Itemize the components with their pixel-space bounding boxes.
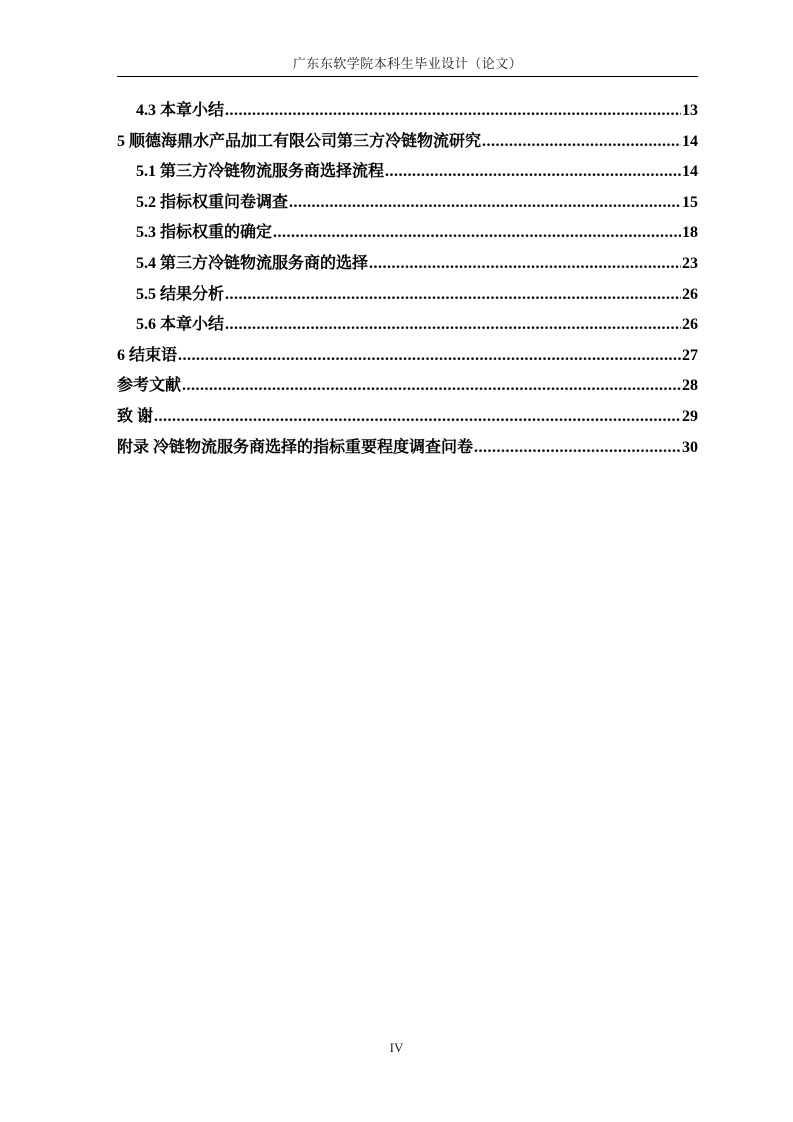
toc-dot-leader	[474, 433, 681, 464]
toc-entry-title: 4.3 本章小结	[136, 102, 225, 119]
toc-entry-page: 18	[682, 224, 698, 242]
toc-entry-title: 5.4 第三方冷链物流服务商的选择	[136, 254, 369, 272]
toc-entry[interactable]	[117, 127, 698, 158]
toc-entry-page: 28	[682, 377, 698, 395]
toc-entry[interactable]	[117, 433, 698, 464]
page-number: IV	[389, 1040, 404, 1055]
toc-dot-leader	[225, 280, 681, 311]
toc-entry-page: 27	[682, 346, 698, 364]
toc-entry-title: 6 结束语	[117, 346, 178, 364]
toc-dot-leader	[178, 341, 681, 372]
toc-entry-title: 5.6 本章小结	[136, 316, 225, 334]
running-header: 广东东软学院本科生毕业设计（论文）	[292, 56, 523, 71]
toc-entry-page: 14	[682, 132, 698, 150]
toc-dot-leader	[482, 127, 681, 158]
toc-entry-page: 13	[682, 102, 698, 119]
toc-entry-page: 26	[682, 316, 698, 334]
toc-entry[interactable]	[117, 188, 698, 219]
toc-entry[interactable]	[117, 280, 698, 311]
toc-dot-leader	[369, 249, 681, 280]
toc-entry[interactable]	[117, 96, 698, 127]
toc-entry-page: 23	[682, 254, 698, 272]
toc-entry-title: 5.2 指标权重问卷调查	[136, 193, 289, 211]
toc-entry[interactable]	[117, 218, 698, 249]
toc-entry[interactable]	[117, 371, 698, 402]
toc-entry[interactable]	[117, 157, 698, 188]
toc-entry-title: 致 谢	[117, 407, 154, 425]
toc-dot-leader	[154, 402, 681, 433]
toc-dot-leader	[225, 96, 681, 127]
toc-dot-leader	[182, 371, 681, 402]
toc-entry-title: 参考文献	[117, 377, 182, 395]
table-of-contents	[117, 96, 698, 463]
toc-entry-title: 5.3 指标权重的确定	[136, 224, 273, 242]
toc-entry-page: 26	[682, 285, 698, 303]
toc-entry-title: 5 顺德海鼎水产品加工有限公司第三方冷链物流研究	[117, 132, 482, 150]
toc-entry[interactable]	[117, 402, 698, 433]
toc-entry[interactable]	[117, 341, 698, 372]
toc-dot-leader	[225, 310, 681, 341]
toc-entry-title: 5.5 结果分析	[136, 285, 225, 303]
header-rule	[117, 76, 698, 77]
toc-entry-title: 附录 冷链物流服务商选择的指标重要程度调查问卷	[117, 438, 474, 456]
toc-dot-leader	[289, 188, 681, 219]
toc-entry[interactable]	[117, 310, 698, 341]
toc-entry-page: 15	[682, 193, 698, 211]
toc-entry-page: 29	[682, 407, 698, 425]
toc-entry[interactable]	[117, 249, 698, 280]
toc-dot-leader	[273, 218, 681, 249]
toc-entry-page: 30	[682, 438, 698, 456]
toc-dot-leader	[385, 157, 681, 188]
toc-entry-title: 5.1 第三方冷链物流服务商选择流程	[136, 163, 385, 181]
toc-entry-page: 14	[682, 163, 698, 181]
